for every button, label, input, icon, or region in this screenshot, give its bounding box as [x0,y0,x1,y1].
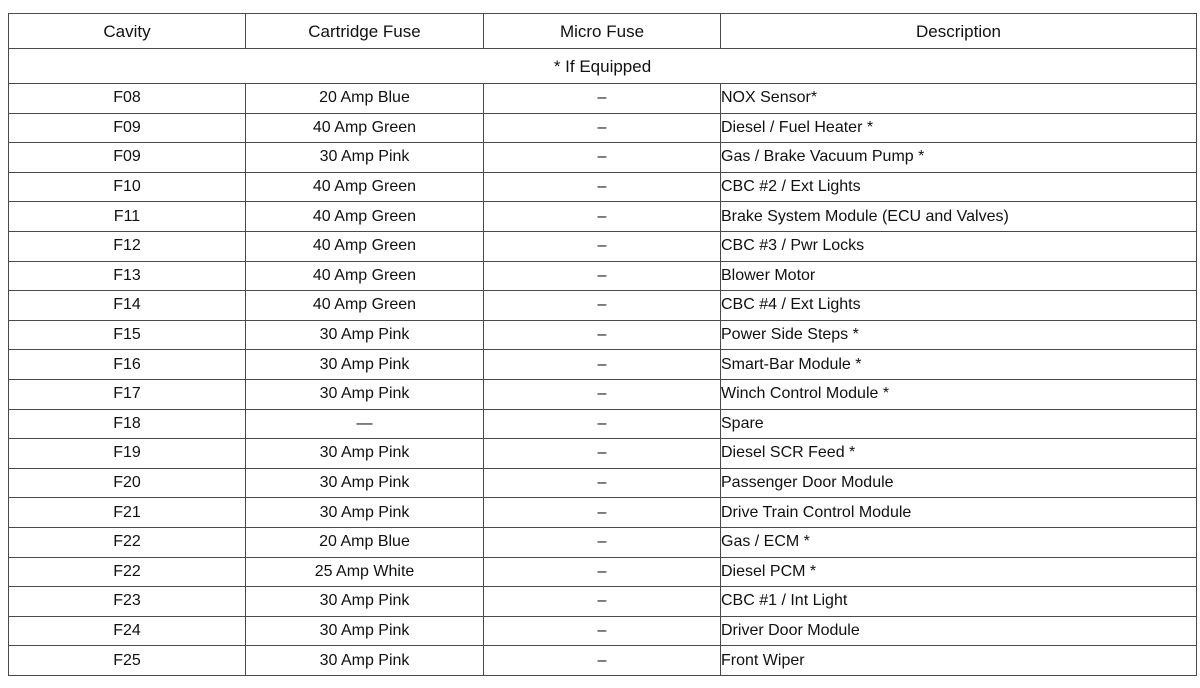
cartridge-fuse-cell: 40 Amp Green [246,202,484,232]
cavity-cell: F10 [9,172,246,202]
micro-fuse-cell: – [484,439,721,469]
table-row [9,379,1197,409]
micro-fuse-cell: – [484,320,721,350]
cavity-cell: F22 [9,557,246,587]
cavity-cell: F09 [9,113,246,143]
table-row [9,468,1197,498]
micro-fuse-cell: – [484,143,721,173]
note-row [9,49,1197,84]
micro-fuse-cell: – [484,616,721,646]
table-row [9,616,1197,646]
table-row [9,587,1197,617]
header-cartridge-fuse: Cartridge Fuse [246,14,484,49]
cartridge-fuse-cell: 40 Amp Green [246,261,484,291]
cavity-cell: F13 [9,261,246,291]
cartridge-fuse-cell: 40 Amp Green [246,172,484,202]
table-row [9,113,1197,143]
cartridge-fuse-cell: 20 Amp Blue [246,527,484,557]
description-cell: Driver Door Module [721,616,1197,646]
description-cell: Spare [721,409,1197,439]
description-cell: Winch Control Module * [721,379,1197,409]
cartridge-fuse-cell: 30 Amp Pink [246,468,484,498]
table-row [9,231,1197,261]
cartridge-fuse-cell: 30 Amp Pink [246,350,484,380]
header-row [9,14,1197,49]
cartridge-fuse-cell: — [246,409,484,439]
description-cell: Passenger Door Module [721,468,1197,498]
cartridge-fuse-cell: 40 Amp Green [246,291,484,321]
fuse-table [8,13,1197,676]
table-row [9,646,1197,676]
description-cell: Drive Train Control Module [721,498,1197,528]
description-cell: Brake System Module (ECU and Valves) [721,202,1197,232]
micro-fuse-cell: – [484,231,721,261]
micro-fuse-cell: – [484,587,721,617]
table-row [9,439,1197,469]
header-cavity: Cavity [9,14,246,49]
description-cell: CBC #2 / Ext Lights [721,172,1197,202]
cavity-cell: F18 [9,409,246,439]
description-cell: Gas / ECM * [721,527,1197,557]
table-row [9,320,1197,350]
table-row [9,527,1197,557]
table-body [9,84,1197,676]
cavity-cell: F09 [9,143,246,173]
table-header [9,14,1197,84]
cartridge-fuse-cell: 25 Amp White [246,557,484,587]
cartridge-fuse-cell: 40 Amp Green [246,231,484,261]
description-cell: CBC #1 / Int Light [721,587,1197,617]
cavity-cell: F24 [9,616,246,646]
cartridge-fuse-cell: 30 Amp Pink [246,439,484,469]
cavity-cell: F08 [9,84,246,114]
description-cell: Diesel PCM * [721,557,1197,587]
cavity-cell: F21 [9,498,246,528]
if-equipped-note: * If Equipped [9,49,1197,84]
micro-fuse-cell: – [484,379,721,409]
table-row [9,350,1197,380]
table-row [9,172,1197,202]
description-cell: CBC #3 / Pwr Locks [721,231,1197,261]
description-cell: NOX Sensor* [721,84,1197,114]
cavity-cell: F19 [9,439,246,469]
cavity-cell: F17 [9,379,246,409]
cartridge-fuse-cell: 30 Amp Pink [246,646,484,676]
header-micro-fuse: Micro Fuse [484,14,721,49]
micro-fuse-cell: – [484,468,721,498]
cartridge-fuse-cell: 20 Amp Blue [246,84,484,114]
description-cell: Front Wiper [721,646,1197,676]
table-row [9,202,1197,232]
table-row [9,557,1197,587]
fuse-table-container [8,13,1197,676]
micro-fuse-cell: – [484,527,721,557]
cartridge-fuse-cell: 30 Amp Pink [246,587,484,617]
micro-fuse-cell: – [484,291,721,321]
description-cell: CBC #4 / Ext Lights [721,291,1197,321]
micro-fuse-cell: – [484,350,721,380]
table-row [9,498,1197,528]
cartridge-fuse-cell: 30 Amp Pink [246,498,484,528]
description-cell: Smart-Bar Module * [721,350,1197,380]
cavity-cell: F16 [9,350,246,380]
table-row [9,291,1197,321]
cavity-cell: F12 [9,231,246,261]
micro-fuse-cell: – [484,498,721,528]
cavity-cell: F23 [9,587,246,617]
description-cell: Blower Motor [721,261,1197,291]
micro-fuse-cell: – [484,261,721,291]
cartridge-fuse-cell: 30 Amp Pink [246,379,484,409]
cavity-cell: F25 [9,646,246,676]
micro-fuse-cell: – [484,84,721,114]
cavity-cell: F20 [9,468,246,498]
table-row [9,143,1197,173]
cartridge-fuse-cell: 30 Amp Pink [246,320,484,350]
cavity-cell: F15 [9,320,246,350]
cartridge-fuse-cell: 30 Amp Pink [246,143,484,173]
cavity-cell: F14 [9,291,246,321]
description-cell: Gas / Brake Vacuum Pump * [721,143,1197,173]
cavity-cell: F11 [9,202,246,232]
micro-fuse-cell: – [484,202,721,232]
cartridge-fuse-cell: 30 Amp Pink [246,616,484,646]
cavity-cell: F22 [9,527,246,557]
table-row [9,84,1197,114]
cartridge-fuse-cell: 40 Amp Green [246,113,484,143]
micro-fuse-cell: – [484,172,721,202]
description-cell: Diesel / Fuel Heater * [721,113,1197,143]
micro-fuse-cell: – [484,409,721,439]
header-description: Description [721,14,1197,49]
table-row [9,261,1197,291]
micro-fuse-cell: – [484,646,721,676]
description-cell: Power Side Steps * [721,320,1197,350]
micro-fuse-cell: – [484,557,721,587]
micro-fuse-cell: – [484,113,721,143]
description-cell: Diesel SCR Feed * [721,439,1197,469]
table-row [9,409,1197,439]
